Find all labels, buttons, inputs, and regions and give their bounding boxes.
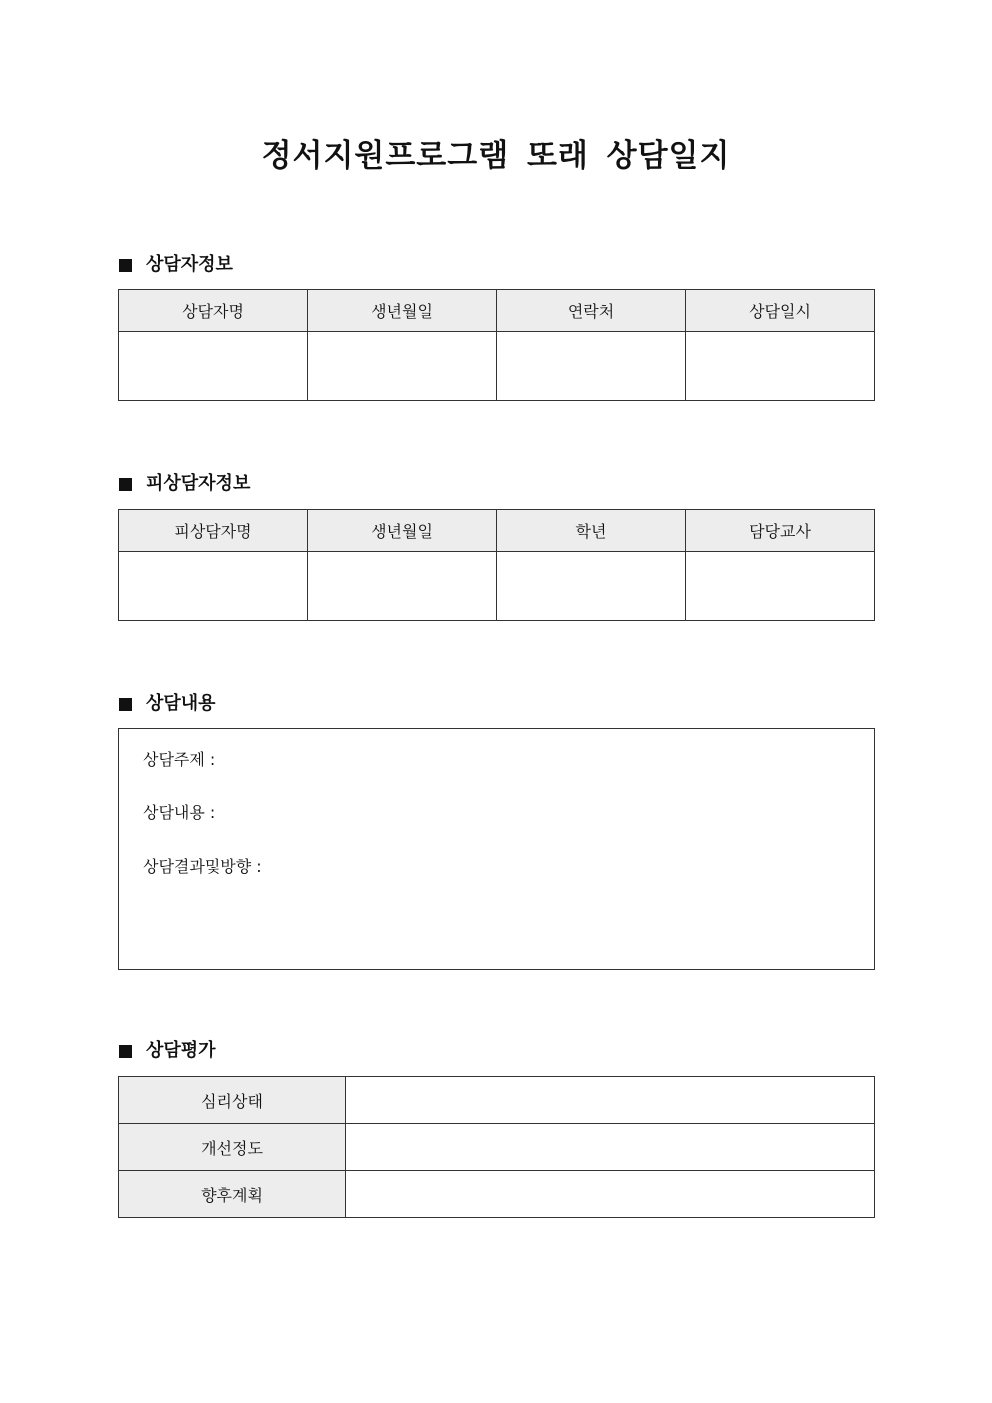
counsel-topic-label: 상담주제 : xyxy=(143,750,216,769)
square-bullet-icon xyxy=(119,259,132,272)
column-header-contact: 연락처 xyxy=(497,290,686,332)
counsel-details-label: 상담내용 : xyxy=(143,803,216,822)
section-heading-content xyxy=(119,692,216,716)
improvement-cell[interactable] xyxy=(346,1124,875,1171)
table-row xyxy=(119,332,875,401)
section-heading-label: 상담자정보 xyxy=(146,254,233,275)
column-header-counsel-datetime: 상담일시 xyxy=(686,290,875,332)
row-label-improvement: 개선정도 xyxy=(119,1124,346,1171)
counselee-name-cell[interactable] xyxy=(119,552,308,621)
counselee-grade-cell[interactable] xyxy=(497,552,686,621)
section-heading-counselee xyxy=(119,472,250,496)
section-heading-label: 피상담자정보 xyxy=(146,473,251,494)
counsel-content-box[interactable] xyxy=(118,728,875,970)
table-row xyxy=(119,1077,875,1124)
counselor-birthdate-cell[interactable] xyxy=(308,332,497,401)
future-plan-cell[interactable] xyxy=(346,1171,875,1218)
psychological-state-cell[interactable] xyxy=(346,1077,875,1124)
counselee-info-table xyxy=(118,509,875,621)
counselor-info-table xyxy=(118,289,875,401)
row-label-psychological-state: 심리상태 xyxy=(119,1077,346,1124)
square-bullet-icon xyxy=(119,1045,132,1058)
column-header-counselor-name: 상담자명 xyxy=(119,290,308,332)
square-bullet-icon xyxy=(119,698,132,711)
counsel-datetime-cell[interactable] xyxy=(686,332,875,401)
counselee-teacher-cell[interactable] xyxy=(686,552,875,621)
table-row xyxy=(119,1171,875,1218)
section-heading-evaluation xyxy=(119,1039,216,1063)
section-heading-label: 상담평가 xyxy=(146,1040,216,1061)
column-header-birthdate: 생년월일 xyxy=(308,510,497,552)
column-header-counselee-name: 피상담자명 xyxy=(119,510,308,552)
section-heading-label: 상담내용 xyxy=(146,693,216,714)
counselor-contact-cell[interactable] xyxy=(497,332,686,401)
counsel-evaluation-table xyxy=(118,1076,875,1218)
counselee-birthdate-cell[interactable] xyxy=(308,552,497,621)
counsel-result-label: 상담결과및방향 : xyxy=(143,857,262,876)
column-header-birthdate: 생년월일 xyxy=(308,290,497,332)
column-header-grade: 학년 xyxy=(497,510,686,552)
counselor-name-cell[interactable] xyxy=(119,332,308,401)
row-label-future-plan: 향후계획 xyxy=(119,1171,346,1218)
column-header-teacher: 담당교사 xyxy=(686,510,875,552)
table-row xyxy=(119,552,875,621)
square-bullet-icon xyxy=(119,478,132,491)
page-title: 정서지원프로그램 또래 상담일지 xyxy=(261,138,731,174)
table-header-row xyxy=(119,510,875,552)
table-header-row xyxy=(119,290,875,332)
section-heading-counselor xyxy=(119,253,233,277)
table-row xyxy=(119,1124,875,1171)
